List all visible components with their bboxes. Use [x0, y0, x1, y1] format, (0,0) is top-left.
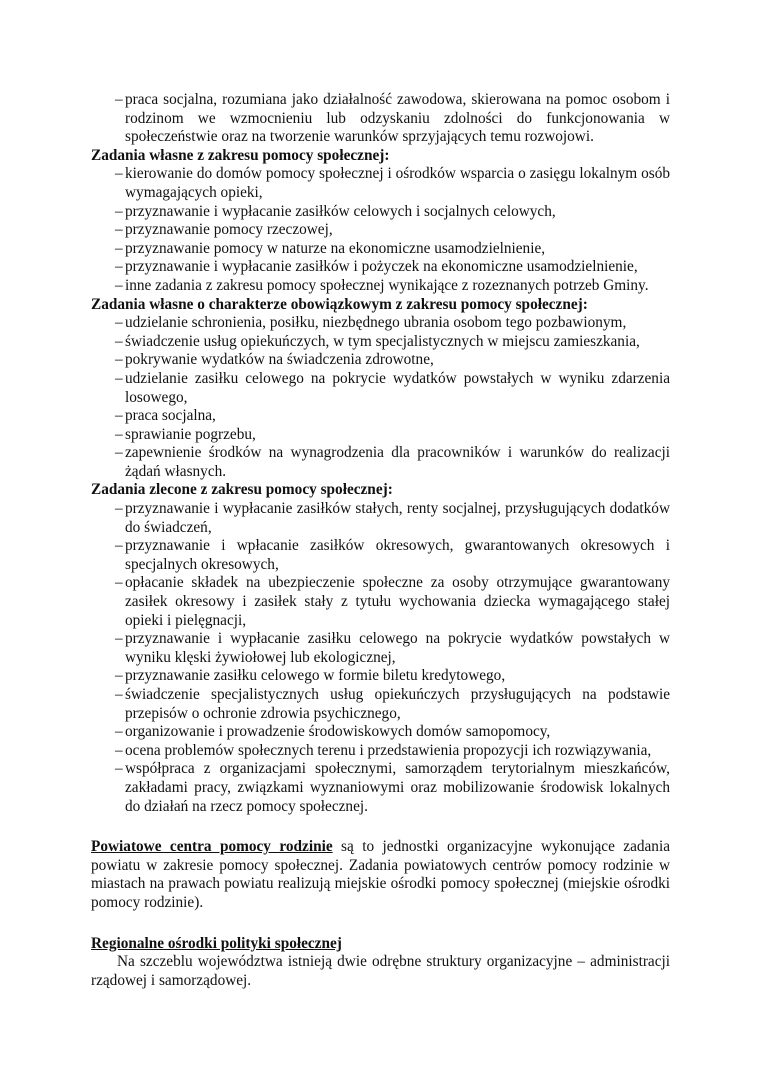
list-item: – współpraca z organizacjami społecznymi, samorządem terytorialnym mieszkańców, zakładami pracy, związkami wyznaniowymi oraz mobilizowanie środowisk lokalnych do działań na rzecz pomocy społecznej. — [91, 760, 670, 816]
list-item: – inne zadania z zakresu pomocy społecznej wynikające z rozeznanych potrzeb Gminy. — [91, 277, 670, 296]
list-item: – świadczenie specjalistycznych usług opiekuńczych przysługujących na podstawie przepisów o ochronie zdrowia psychicznego, — [91, 686, 670, 723]
section-heading-own-tasks: Zadania własne z zakresu pomocy społecznej: — [91, 146, 390, 164]
section-heading-commissioned-tasks: Zadania zlecone z zakresu pomocy społecznej: — [91, 481, 393, 499]
list-item: – praca socjalna, — [91, 407, 670, 426]
list-item: – organizowanie i prowadzenie środowiskowych domów samopomocy, — [91, 723, 670, 742]
spacer — [91, 913, 670, 935]
pcpr-text: są to jednostki organizacyjne wykonujące zadania powiatu w zakresie pomocy społecznej. Zadania powiatowych centrów pomocy rodzinie w miastach na prawach powiatu realizują miejskie ośrodki pomocy społecznej (miejskie ośrodki pomocy rodzinie). — [91, 838, 670, 911]
intro-list — [91, 91, 670, 147]
own-tasks-list — [91, 165, 670, 295]
list-item: – kierowanie do domów pomocy społecznej i ośrodków wsparcia o zasięgu lokalnym osób wymagających opieki, — [91, 165, 670, 202]
list-item: – przyznawanie i wypłacanie zasiłków celowych i socjalnych celowych, — [91, 203, 670, 222]
list-item: – świadczenie usług opiekuńczych, w tym specjalistycznych w miejscu zamieszkania, — [91, 333, 670, 352]
list-item: – sprawianie pogrzebu, — [91, 426, 670, 445]
document-page — [91, 91, 670, 990]
list-item: – przyznawanie i wypłacanie zasiłków stałych, renty socjalnej, przysługujących dodatków do świadczeń, — [91, 500, 670, 537]
spacer — [91, 816, 670, 838]
list-item: – pokrywanie wydatków na świadczenia zdrowotne, — [91, 351, 670, 370]
list-item: – zapewnienie środków na wynagrodzenia dla pracowników i warunków do realizacji żądań własnych. — [91, 444, 670, 481]
list-item: – przyznawanie i wypłacanie zasiłków i pożyczek na ekonomiczne usamodzielnienie, — [91, 258, 670, 277]
list-item: – przyznawanie i wypłacanie zasiłku celowego na pokrycie wydatków powstałych w wyniku klęski żywiołowej lub ekologicznej, — [91, 630, 670, 667]
list-item: – udzielanie schronienia, posiłku, niezbędnego ubrania osobom tego pozbawionym, — [91, 314, 670, 333]
list-item: – praca socjalna, rozumiana jako działalność zawodowa, skierowana na pomoc osobom i rodzinom we wzmocnieniu lub odzyskaniu zdolności do funkcjonowania w społeczeństwie oraz na tworzenie warunków sprzyjających temu rozwojowi. — [91, 91, 670, 147]
list-item: – opłacanie składek na ubezpieczenie społeczne za osoby otrzymujące gwarantowany zasiłek okresowy i zasiłek stały z tytułu wychowania dziecka wymagającego stałej opieki i pielęgnacji, — [91, 574, 670, 630]
list-item: – przyznawanie pomocy w naturze na ekonomiczne usamodzielnienie, — [91, 240, 670, 259]
regional-heading: Regionalne ośrodki polityki społecznej — [91, 934, 342, 952]
section-heading-mandatory-tasks: Zadania własne o charakterze obowiązkowym z zakresu pomocy społecznej: — [91, 295, 588, 313]
list-item: – przyznawanie zasiłku celowego w formie biletu kredytowego, — [91, 667, 670, 686]
commissioned-tasks-list — [91, 500, 670, 816]
regional-paragraph: Na szczeblu województwa istnieją dwie odrębne struktury organizacyjne – administracji rządowej i samorządowej. — [91, 953, 670, 989]
pcpr-paragraph — [91, 838, 670, 912]
list-item: – udzielanie zasiłku celowego na pokrycie wydatków powstałych w wyniku zdarzenia losowego, — [91, 370, 670, 407]
pcpr-term: Powiatowe centra pomocy rodzinie — [91, 838, 333, 856]
list-item: – przyznawanie i wpłacanie zasiłków okresowych, gwarantowanych okresowych i specjalnych okresowych, — [91, 537, 670, 574]
mandatory-tasks-list — [91, 314, 670, 481]
list-item: – ocena problemów społecznych terenu i przedstawienia propozycji ich rozwiązywania, — [91, 742, 670, 761]
list-item: – przyznawanie pomocy rzeczowej, — [91, 221, 670, 240]
regional-heading-line — [91, 935, 670, 954]
